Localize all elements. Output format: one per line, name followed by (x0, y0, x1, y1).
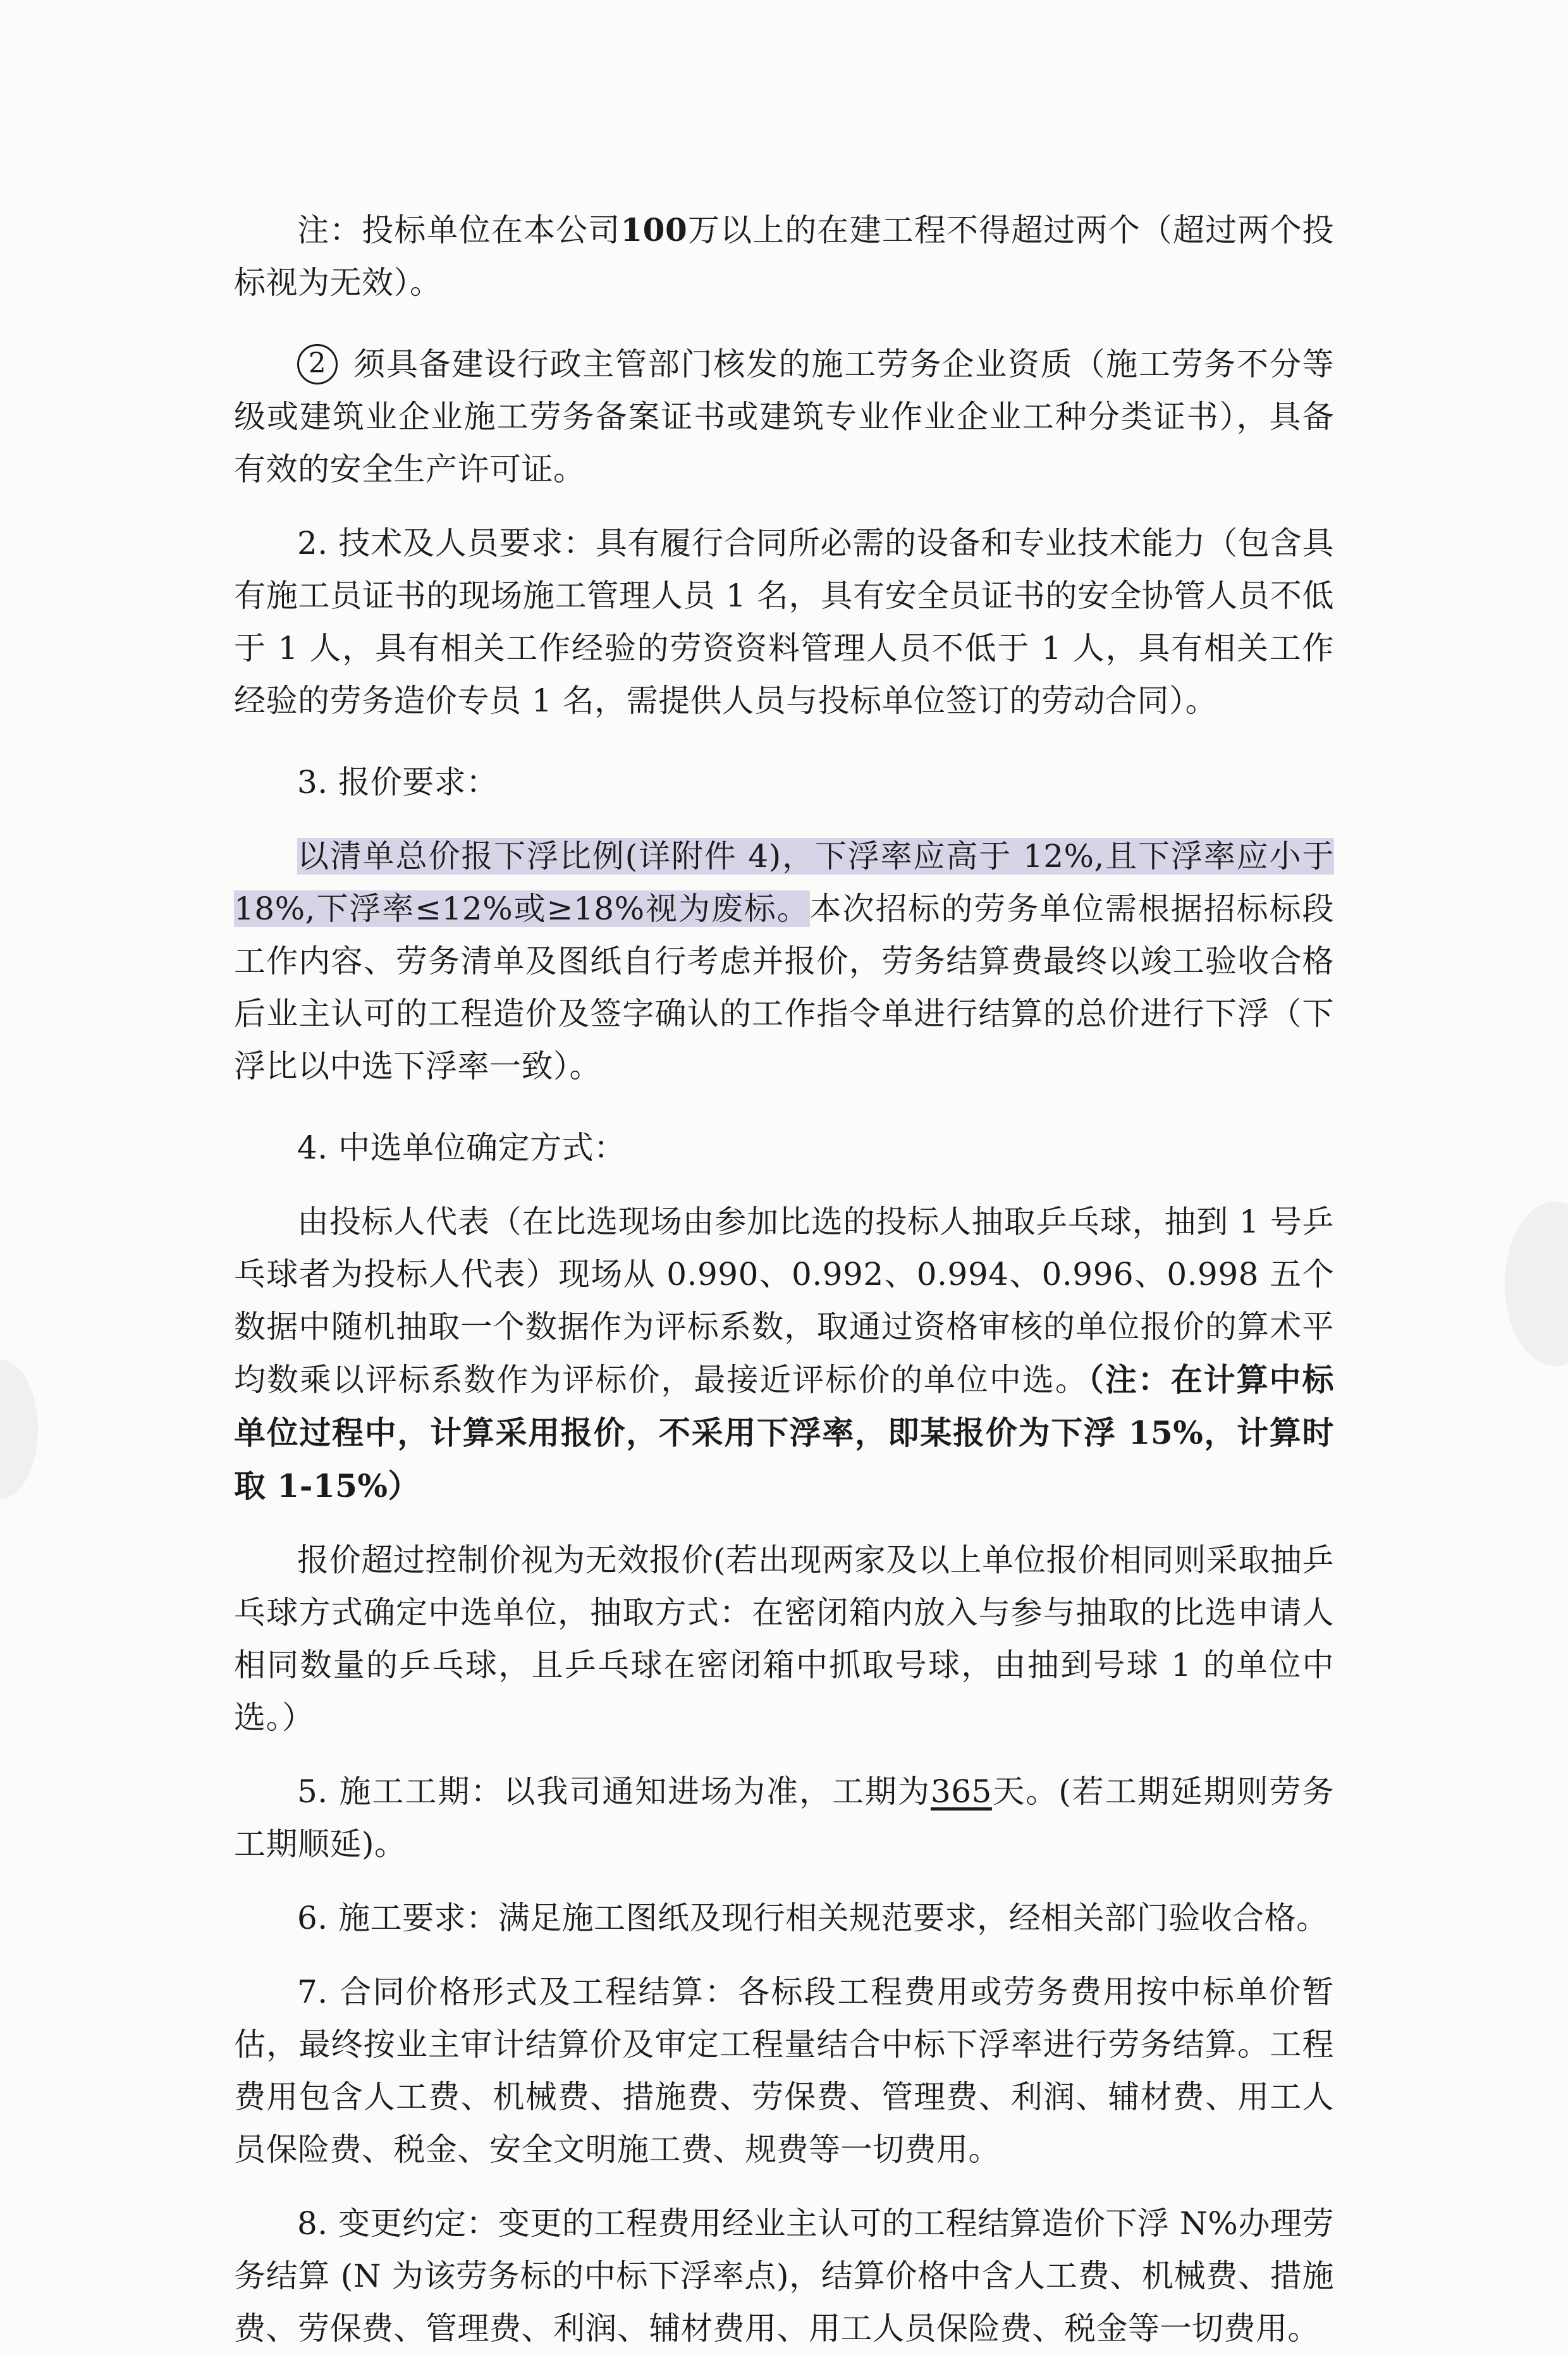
award-bold-note: （注：在计算中标单位过程中，计算采用报价，不采用下浮率，即某报价为下浮 15%，计算时取 1-15%） (234, 1361, 1335, 1504)
scan-smudge-left (0, 1360, 38, 1499)
item-2-paragraph: 2 须具备建设行政主管部门核发的施工劳务企业资质（施工劳务不分等级或建筑业企业施工劳务备案证书或建筑专业作业企业工种分类证书），具备有效的安全生产许可证。 (234, 338, 1334, 496)
quote-heading: 3. 报价要求： (297, 764, 498, 801)
change-paragraph: 8. 变更约定：变更的工程费用经业主认可的工程结算造价下浮 N%办理劳务结算 (N 为该劳务标的中标下浮率点)，结算价格中含人工费、机械费、措施费、劳保费、管理费、利润、辅材费用、用工人员保险费、税金等一切费用。 (234, 2205, 1334, 2347)
note-amount: 100 (620, 211, 688, 249)
document-body (234, 204, 1334, 2355)
award-heading: 4. 中选单位确定方式： (297, 1129, 626, 1166)
scan-smudge-right (1505, 1202, 1568, 1366)
tech-requirements-paragraph: 2. 技术及人员要求：具有履行合同所必需的设备和专业技术能力（包含具有施工员证书的现场施工管理人员 1 名，具有安全员证书的安全协管人员不低于 1 人，具有相关工作经验的劳资资料管理人员不低于 1 人，具有相关工作经验的劳务造价专员 1 名，需提供人员与投标单位签订的劳动合同）。 (234, 525, 1334, 719)
contract-paragraph: 7. 合同价格形式及工程结算：各标段工程费用或劳务费用按中标单价暂估，最终按业主审计结算价及审定工程量结合中标下浮率进行劳务结算。工程费用包含人工费、机械费、措施费、劳保费、管理费、利润、辅材费、用工人员保险费、税金、安全文明施工费、规费等一切费用。 (234, 1974, 1334, 2168)
period-paragraph: 5. 施工工期：以我司通知进场为准，工期为365天。(若工期延期则劳务工期顺延)。 (234, 1773, 1334, 1862)
note-paragraph: 注：投标单位在本公司100万以上的在建工程不得超过两个（超过两个投标视为无效）。 (234, 211, 1334, 301)
construction-requirements-paragraph: 6. 施工要求：满足施工图纸及现行相关规范要求，经相关部门验收合格。 (297, 1900, 1328, 1936)
over-limit-paragraph: 报价超过控制价视为无效报价(若出现两家及以上单位报价相同则采取抽乒乓球方式确定中选单位，抽取方式：在密闭箱内放入与参与抽取的比选申请人相同数量的乒乓球，且乒乓球在密闭箱中抓取号球，由抽到号球 1 的单位中选。） (234, 1542, 1334, 1736)
quote-paragraph: 以清单总价报下浮比例(详附件 4)，下浮率应高于 12%,且下浮率应小于 18%,下浮率≤12%或≥18%视为废标。本次招标的劳务单位需根据招标标段工作内容、劳务清单及图纸自行考虑并报价，劳务结算费最终以竣工验收合格后业主认可的工程造价及签字确认的工作指令单进行结算的总价进行下浮（下浮比以中选下浮率一致）。 (234, 838, 1334, 1085)
award-paragraph: 由投标人代表（在比选现场由参加比选的投标人抽取乒乓球，抽到 1 号乒乓球者为投标人代表）现场从 0.990、0.992、0.994、0.996、0.998 五个数据中随机抽取一个数据作为评标系数，取通过资格审核的单位报价的算术平均数乘以评标系数作为评标价，最接近评标价的单位中选。（注：在计算中标单位过程中，计算采用报价，不采用下浮率，即某报价为下浮 15%，计算时取 1-15%） (234, 1203, 1335, 1504)
quote-highlight: 以清单总价报下浮比例(详附件 4)，下浮率应高于 12%,且下浮率应小于 18%,下浮率≤12%或≥18%视为废标。 (234, 838, 1334, 927)
period-days: 365 (930, 1773, 992, 1810)
circled-number-2: 2 (297, 344, 338, 384)
